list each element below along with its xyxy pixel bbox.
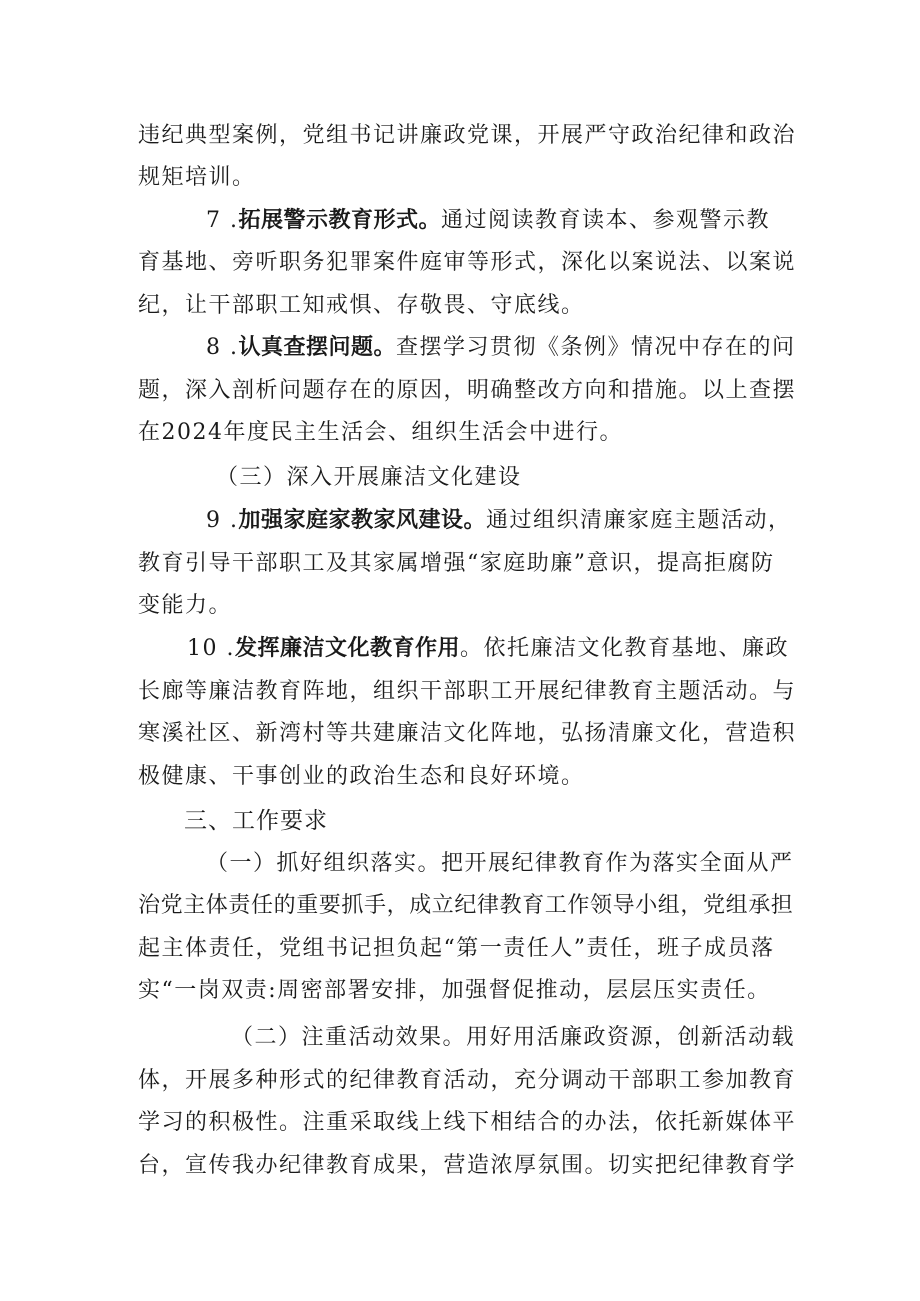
- paragraph-line: （一）抓好组织落实。把开展纪律教育作为落实全面从严: [206, 851, 794, 876]
- paragraph-line: 起主体责任，党组书记担负起“第一责任人”责任，班子成员落: [138, 936, 775, 961]
- paragraph-line: 教育引导干部职工及其家属增强“家庭助廉”意识，提高拒腐防: [138, 551, 775, 576]
- paragraph-line: 实“一岗双责:周密部署安排，加强督促推动，层层压实责任。: [138, 978, 771, 1003]
- paragraph-line: 体，开展多种形式的纪律教育活动，充分调动干部职工参加教育: [138, 1068, 797, 1093]
- item-9-line: 9 .加强家庭家教家风建设。通过组织清廉家庭主题活动，: [206, 508, 792, 533]
- item-number: 10 .: [187, 636, 235, 661]
- section-subheading: （三）深入开展廉洁文化建设: [216, 465, 522, 490]
- paragraph-line: 学习的积极性。注重采取线上线下相结合的办法，依托新媒体平: [138, 1110, 797, 1135]
- paragraph-line: 育基地、旁听职务犯罪案件庭审等形式，深化以案说法、以案说: [138, 250, 797, 275]
- paragraph-line: 极健康、干事创业的政治生态和良好环境。: [138, 764, 585, 789]
- item-number: 7 .: [206, 208, 239, 233]
- item-heading: 发挥廉洁文化教育作用: [234, 636, 460, 661]
- paragraph-line: 题，深入剖析问题存在的原因，明确整改方向和措施。以上查摆: [138, 378, 797, 403]
- item-8-line: 8 .认真查摆问题。查摆学习贯彻《条例》情况中存在的问: [206, 335, 796, 360]
- item-heading: 拓展警示教育形式。: [238, 208, 441, 233]
- paragraph-line: 变能力。: [138, 593, 233, 618]
- paragraph-line: 规矩培训。: [138, 165, 256, 190]
- paragraph-line: 治党主体责任的重要抓手，成立纪律教育工作领导小组，党组承担: [138, 893, 794, 918]
- paragraph-line: 台，宣传我办纪律教育成果，营造浓厚氛围。切实把纪律教育学: [138, 1153, 797, 1178]
- paragraph-line: （二）注重活动效果。用好用活廉政资源，创新活动载: [231, 1025, 796, 1050]
- item-heading: 加强家庭家教家风建设。: [238, 508, 486, 533]
- item-7-line: 7 .拓展警示教育形式。通过阅读教育读本、参观警示教: [206, 208, 771, 233]
- item-number: 9 .: [206, 508, 239, 533]
- section-heading: 三、工作要求: [184, 808, 328, 834]
- paragraph-line: 纪，让干部职工知戒惧、存敬畏、守底线。: [138, 293, 585, 318]
- item-10-line: 10 .发挥廉洁文化教育作用。依托廉洁文化教育基地、廉政: [187, 636, 790, 661]
- item-heading: 认真查摆问题。: [238, 335, 396, 360]
- item-number: 8 .: [206, 335, 239, 360]
- paragraph-line: 长廊等廉洁教育阵地，组织干部职工开展纪律教育主题活动。与: [138, 679, 797, 704]
- paragraph-line: 违纪典型案例，党组书记讲廉政党课，开展严守政治纪律和政治: [138, 123, 797, 148]
- paragraph-line: 在2024年度民主生活会、组织生活会中进行。: [138, 420, 623, 445]
- paragraph-line: 寒溪社区、新湾村等共建廉洁文化阵地，弘扬清廉文化，营造积: [138, 721, 797, 746]
